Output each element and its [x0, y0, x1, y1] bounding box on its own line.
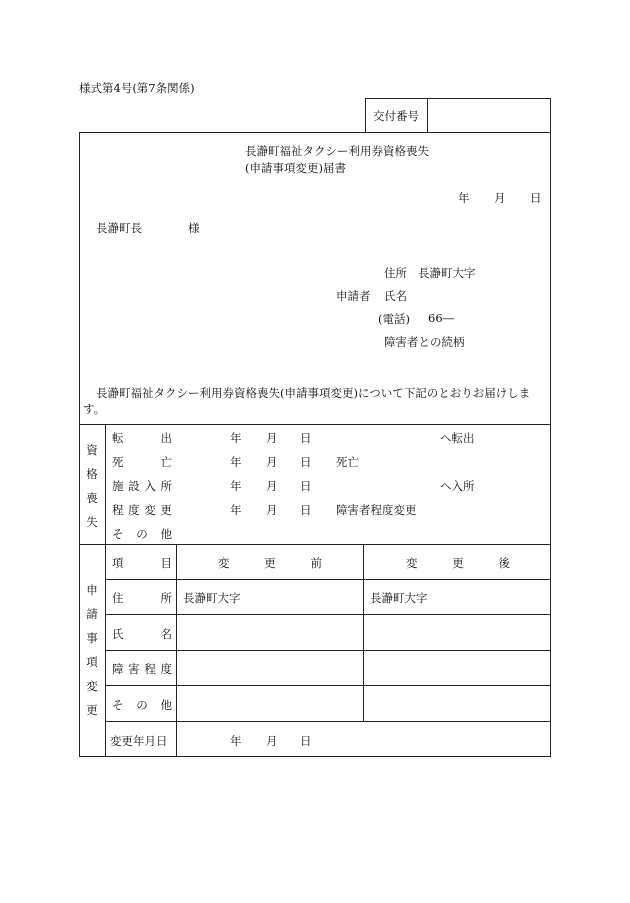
change-date-year: 年 — [230, 734, 242, 748]
loss-row-note: 死亡 — [336, 455, 359, 469]
applicant-phone-value[interactable]: 66― — [428, 311, 455, 325]
change-row-label: そ の 他 — [112, 698, 172, 712]
applicant-address-value[interactable]: 長瀞町大字 — [418, 266, 476, 280]
change-row-after[interactable]: 長瀞町大字 — [370, 591, 428, 605]
loss-row-day: 日 — [300, 479, 312, 493]
loss-row-note: 障害者程度変更 — [336, 503, 417, 517]
loss-row-year: 年 — [230, 503, 242, 517]
form-number: 様式第4号(第7条関係) — [79, 81, 195, 95]
change-row-label: 氏 名 — [112, 627, 172, 641]
change-row-label: 障 害 程 度 — [112, 662, 172, 676]
section-header-divider — [105, 424, 106, 756]
issue-box-left-border — [365, 98, 366, 132]
loss-row-label: 転 出 — [112, 431, 172, 445]
issue-number-field[interactable] — [428, 99, 550, 132]
change-row-before[interactable]: 長瀞町大字 — [183, 591, 241, 605]
change-row-before[interactable] — [177, 615, 363, 650]
loss-row-year: 年 — [230, 479, 242, 493]
change-row-line — [105, 579, 551, 580]
addressee-name: 長瀞町長 — [96, 221, 142, 235]
change-section-header: 申 請 事 項 変 更 — [86, 583, 98, 717]
col-item-header: 項 目 — [112, 556, 172, 570]
change-row-after[interactable] — [364, 686, 550, 721]
applicant-label: 申請者 — [336, 289, 371, 303]
date-year: 年 — [458, 191, 470, 205]
date-day: 日 — [530, 191, 542, 205]
applicant-name-label: 氏名 — [384, 289, 407, 303]
loss-row-year: 年 — [230, 455, 242, 469]
issue-number-label: 交付番号 — [373, 109, 419, 123]
loss-row-day: 日 — [300, 455, 312, 469]
loss-row-month: 月 — [266, 503, 278, 517]
loss-row-tail: へ転出 — [440, 431, 475, 445]
addressee-honorific: 様 — [188, 221, 200, 235]
loss-row-label: 死 亡 — [112, 455, 172, 469]
loss-row-day: 日 — [300, 431, 312, 445]
change-date-label: 変更年月日 — [110, 734, 168, 748]
col-before-header: 変 更 前 — [218, 556, 322, 570]
change-row-after[interactable] — [364, 615, 550, 650]
change-section-top — [79, 544, 551, 545]
loss-section-top — [79, 424, 551, 425]
loss-row-month: 月 — [266, 455, 278, 469]
frame-right — [550, 98, 551, 757]
applicant-relation-label: 障害者との続柄 — [384, 335, 465, 349]
frame-top — [79, 132, 551, 133]
statement-line2: す。 — [83, 402, 106, 416]
applicant-phone-label: (電話) — [378, 312, 410, 326]
date-month: 月 — [494, 191, 506, 205]
change-row-before[interactable] — [177, 651, 363, 685]
change-date-month: 月 — [266, 734, 278, 748]
loss-row-day: 日 — [300, 503, 312, 517]
loss-row-tail: へ入所 — [440, 479, 475, 493]
loss-row-label: そ の 他 — [112, 527, 172, 541]
change-date-day: 日 — [300, 734, 312, 748]
loss-row-label: 程 度 変 更 — [112, 503, 172, 517]
change-row-line — [105, 721, 551, 722]
loss-row-label: 施 設 入 所 — [112, 479, 172, 493]
frame-left — [79, 132, 80, 757]
form-title-line1: 長瀞町福祉タクシー利用券資格喪失 — [245, 144, 429, 158]
change-row-after[interactable] — [364, 651, 550, 685]
loss-row-month: 月 — [266, 479, 278, 493]
statement-line1: 長瀞町福祉タクシー利用券資格喪失(申請事項変更)について下記のとおりお届けしま — [96, 386, 531, 400]
loss-row-year: 年 — [230, 431, 242, 445]
loss-section-header: 資 格 喪 失 — [86, 443, 98, 529]
form-title-line2: (申請事項変更)届書 — [245, 161, 346, 175]
change-row-label: 住 所 — [112, 591, 172, 605]
change-row-before[interactable] — [177, 686, 363, 721]
applicant-address-label: 住所 — [384, 266, 407, 280]
col-after-header: 変 更 後 — [406, 556, 510, 570]
loss-row-month: 月 — [266, 431, 278, 445]
frame-bottom — [79, 756, 551, 757]
